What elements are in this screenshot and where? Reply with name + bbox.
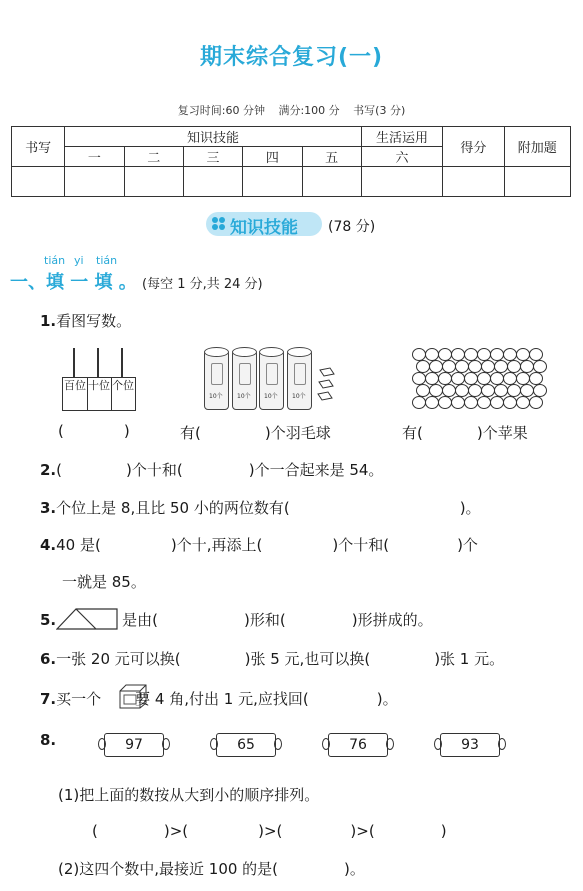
part-title: 一、填 一 填 。 — [10, 272, 137, 293]
score-cell[interactable] — [443, 167, 504, 197]
can-label: 10个 — [264, 393, 278, 400]
exam-time: 复习时间:60 分钟 — [177, 104, 265, 117]
apple-icon — [425, 348, 439, 361]
writing-header: 书写 — [12, 127, 65, 167]
col-3: 三 — [183, 147, 242, 167]
apple-icon — [503, 396, 517, 409]
apple-icon — [438, 348, 452, 361]
apple-icon — [451, 372, 465, 385]
col-4: 四 — [243, 147, 302, 167]
apple-icon — [529, 348, 543, 361]
q1-number: 1. — [40, 312, 57, 330]
part-note: (每空 1 分,共 24 分) — [142, 277, 263, 292]
question-4-cont: 一就是 85。 — [62, 573, 146, 591]
clover-icon — [212, 217, 226, 231]
question-1 — [40, 310, 131, 331]
q1-blank-c[interactable]: 有( )个苹果 — [402, 424, 528, 442]
apple-icon — [490, 372, 504, 385]
q8-sub1: (1)把上面的数按从大到小的顺序排列。 — [58, 786, 320, 804]
shuttlecock-icon — [316, 366, 338, 402]
question-8: 8. — [40, 731, 57, 749]
apple-icon — [490, 348, 504, 361]
question-4[interactable]: 4.40 是( )个十,再添上( )个十和( )个 — [40, 536, 478, 554]
full-score: 满分:100 分 — [278, 104, 340, 117]
pinyin-2: yi — [74, 254, 84, 267]
life-header: 生活运用 — [361, 127, 442, 147]
col-2: 二 — [124, 147, 183, 167]
apple-icon — [464, 396, 478, 409]
question-7[interactable]: 7.买一个 要 4 角,付出 1 元,应找回( )。 — [40, 690, 398, 708]
apple-icon — [412, 372, 426, 385]
score-cell[interactable] — [243, 167, 302, 197]
apple-icon — [477, 348, 491, 361]
score-cell[interactable] — [124, 167, 183, 197]
apple-icon — [529, 372, 543, 385]
apple-icon — [503, 372, 517, 385]
q1-blank-b[interactable]: 有( )个羽毛球 — [180, 424, 331, 442]
q8-sub2[interactable]: (2)这四个数中,最接近 100 的是( )。 — [58, 860, 365, 878]
apple-icon — [529, 396, 543, 409]
score-cell[interactable] — [183, 167, 242, 197]
can-label: 10个 — [209, 393, 223, 400]
apple-icon — [503, 348, 517, 361]
pencil-box-icon — [118, 683, 148, 709]
apple-icon — [425, 372, 439, 385]
apple-icon — [451, 348, 465, 361]
number-tag: 76 — [322, 731, 394, 757]
apple-icon — [438, 396, 452, 409]
score-cell[interactable] — [12, 167, 65, 197]
apples-image — [412, 348, 550, 412]
score-table — [11, 126, 571, 197]
apple-icon — [464, 348, 478, 361]
section-badge — [206, 212, 322, 236]
score-header: 得分 — [443, 127, 504, 167]
abacus-hundreds: 百位 — [63, 378, 88, 410]
exam-meta — [0, 102, 583, 118]
writing-score: 书写(3 分) — [353, 104, 406, 117]
can-label: 10个 — [237, 393, 251, 400]
apple-icon — [516, 348, 530, 361]
abacus-ones: 个位 — [112, 379, 134, 392]
score-cell[interactable] — [361, 167, 442, 197]
score-cell[interactable] — [504, 167, 570, 197]
can-label: 10个 — [292, 393, 306, 400]
apple-icon — [477, 372, 491, 385]
pinyin-1: tián — [44, 254, 66, 267]
apple-icon — [464, 372, 478, 385]
apple-icon — [477, 396, 491, 409]
bonus-header: 附加题 — [504, 127, 570, 167]
apple-icon — [516, 372, 530, 385]
col-1: 一 — [65, 147, 124, 167]
question-5[interactable]: 5. 是由( )形和( )形拼成的。 — [40, 611, 433, 629]
question-2[interactable]: 2.( )个十和( )个一合起来是 54。 — [40, 461, 384, 479]
section-points: (78 分) — [328, 219, 376, 235]
question-6[interactable]: 6.一张 20 元可以换( )张 5 元,也可以换( )张 1 元。 — [40, 650, 505, 668]
abacus-tens: 十位 — [87, 378, 112, 410]
apple-icon — [516, 396, 530, 409]
number-tag: 65 — [210, 731, 282, 757]
apple-icon — [412, 396, 426, 409]
col-5: 五 — [302, 147, 361, 167]
q1-text: 看图写数。 — [56, 312, 132, 330]
number-tag: 97 — [98, 731, 170, 757]
page-title: 期末综合复习(一) — [199, 45, 384, 70]
knowledge-header: 知识技能 — [65, 127, 362, 147]
score-cell[interactable] — [65, 167, 124, 197]
apple-icon — [425, 396, 439, 409]
q8-order-blanks[interactable]: ( )>( )>( )>( ) — [92, 822, 447, 840]
pinyin-3: tián — [96, 254, 118, 267]
apple-icon — [490, 396, 504, 409]
section-label: 知识技能 — [230, 218, 298, 238]
trapezoid-shape — [56, 608, 118, 630]
number-tag: 93 — [434, 731, 506, 757]
apple-icon — [412, 348, 426, 361]
apple-icon — [451, 396, 465, 409]
col-6: 六 — [361, 147, 442, 167]
score-cell[interactable] — [302, 167, 361, 197]
question-3[interactable]: 3.个位上是 8,且比 50 小的两位数有( )。 — [40, 499, 481, 517]
apple-icon — [438, 372, 452, 385]
q1-blank-a[interactable]: ( ) — [58, 422, 130, 440]
